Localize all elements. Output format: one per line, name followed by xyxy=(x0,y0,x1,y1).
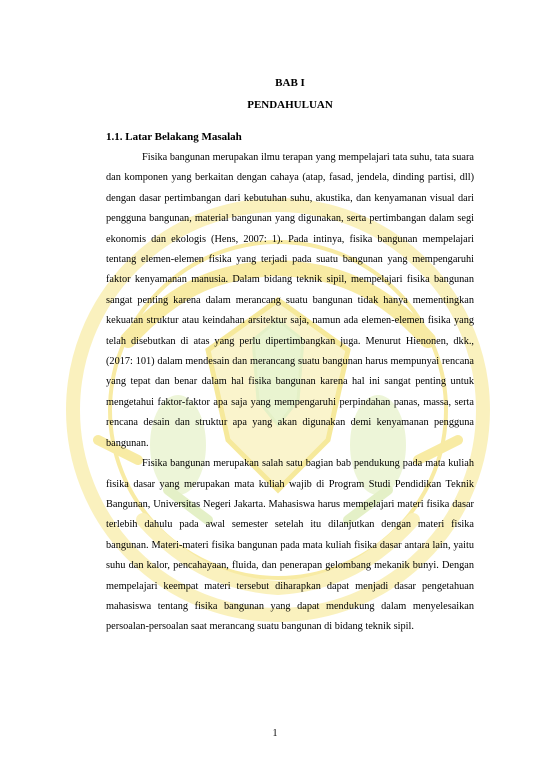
paragraph: Fisika bangunan merupakan salah satu bagian bab pendukung pada mata kuliah fisika dasar yang merupakan mata kuliah wajib di Program Studi Pendidikan Teknik Bangunan, Universitas Negeri Jakarta. Mahasiswa harus mempelajari materi fisika dasar terlebih dahulu pada awal semester setelah itu dilanjutkan dengan materi fisika bangunan. Materi-materi fisika bangunan pada mata kuliah fisika dasar antara lain, yaitu suhu dan kalor, pencahayaan, fluida, dan penerapan gelombang mekanik bunyi. Dengan mempelajari keempat materi tersebut diharapkan dapat menjadi dasar pengetahuan mahasiswa tentang fisika bangunan yang dapat mendukung dalam menyelesaikan persoalan-persoalan saat merancang suatu bangunan di bidang teknik sipil. xyxy=(106,458,474,633)
section-heading: 1.1. Latar Belakang Masalah xyxy=(106,131,242,143)
page-number: 1 xyxy=(272,728,278,739)
paragraph: Fisika bangunan merupakan ilmu terapan yang mempelajari tata suhu, tata suara dan komponen yang berkaitan dengan cahaya (atap, fasad, jendela, dinding partisi, dll) dengan dasar pertimbangan dari kebutuhan suhu, akustika, dan kenyamanan visual dari pengguna bangunan, material bangunan yang digunakan, serta pertimbangan dalam segi ekonomis dan ekologis (Hens, 2007: 1). Pada intinya, fisika bangunan mempelajari tentang elemen-elemen fisika yang terjadi pada suatu bangunan yang mempengaruhi faktor kenyamanan manusia. Dalam bidang teknik sipil, mempelajari fisika bangunan sangat penting karena dalam merancang suatu bangunan tidak hanya mementingkan kekuatan struktur atau keindahan arsitektur saja, namun ada elemen-elemen fisika yang telah disebutkan di atas yang perlu dipertimbangkan juga. Menurut Hienonen, dkk., (2017: 101) dalam mendesain dan merancang suatu bangunan harus mempunyai rencana yang tepat dan benar dalam hal fisika bangunan karena hal ini sangat penting untuk mengetahui faktor-faktor apa saja yang mempengaruhi perpindahan panas, massa, serta rencana desain dan struktur apa yang akan digunakan demi kenyamanan pengguna bangunan. xyxy=(106,152,474,449)
document-body xyxy=(106,72,474,638)
chapter-title: BAB I xyxy=(275,77,305,89)
chapter-subtitle: PENDAHULUAN xyxy=(247,99,333,111)
